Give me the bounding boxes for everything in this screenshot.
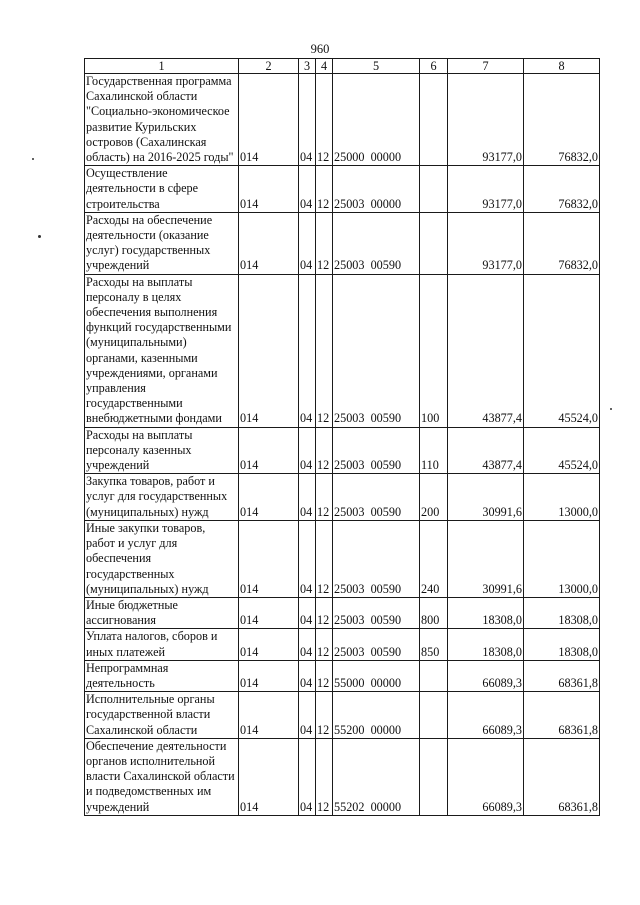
scan-speck — [32, 158, 34, 160]
row-sum-2: 76832,0 — [524, 74, 600, 166]
row-vr: 240 — [420, 520, 448, 597]
scan-speck — [610, 408, 612, 410]
row-pr: 12 — [316, 597, 333, 628]
row-name: Исполнительные органы государственной власти Сахалинской области — [85, 692, 239, 739]
row-name: Расходы на обеспечение деятельности (оказание услуг) государственных учреждений — [85, 212, 239, 274]
row-sum-1: 30991,6 — [448, 474, 524, 521]
row-csr: 25003 00590 — [333, 597, 420, 628]
row-sum-2: 45524,0 — [524, 427, 600, 474]
row-sum-1: 18308,0 — [448, 597, 524, 628]
row-pr: 12 — [316, 629, 333, 660]
row-vr — [420, 738, 448, 815]
row-vr: 200 — [420, 474, 448, 521]
row-pr: 12 — [316, 427, 333, 474]
header-cell-2: 2 — [239, 59, 299, 74]
row-ved: 014 — [239, 166, 299, 213]
row-ved: 014 — [239, 520, 299, 597]
row-sum-1: 66089,3 — [448, 660, 524, 691]
row-vr: 800 — [420, 597, 448, 628]
table-row — [85, 427, 600, 474]
row-name: Иные закупки товаров, работ и услуг для обеспечения государственных (муниципальных) нужд — [85, 520, 239, 597]
row-sum-2: 68361,8 — [524, 692, 600, 739]
row-pr: 12 — [316, 660, 333, 691]
row-ved: 014 — [239, 597, 299, 628]
row-vr: 110 — [420, 427, 448, 474]
row-sum-1: 93177,0 — [448, 166, 524, 213]
row-csr: 25003 00000 — [333, 166, 420, 213]
row-ved: 014 — [239, 629, 299, 660]
row-pr: 12 — [316, 212, 333, 274]
table-row — [85, 166, 600, 213]
budget-table — [84, 58, 600, 816]
row-csr: 25003 00590 — [333, 474, 420, 521]
row-name: Расходы на выплаты персоналу казенных учреждений — [85, 427, 239, 474]
row-rz: 04 — [299, 474, 316, 521]
row-csr: 25003 00590 — [333, 520, 420, 597]
row-ved: 014 — [239, 427, 299, 474]
table-row — [85, 474, 600, 521]
row-vr — [420, 166, 448, 213]
row-csr: 55000 00000 — [333, 660, 420, 691]
row-sum-1: 66089,3 — [448, 738, 524, 815]
row-csr: 55202 00000 — [333, 738, 420, 815]
row-vr: 850 — [420, 629, 448, 660]
table-row — [85, 212, 600, 274]
row-pr: 12 — [316, 166, 333, 213]
header-cell-3: 3 — [299, 59, 316, 74]
row-name: Уплата налогов, сборов и иных платежей — [85, 629, 239, 660]
row-csr: 25003 00590 — [333, 427, 420, 474]
table-row — [85, 597, 600, 628]
table-row — [85, 692, 600, 739]
header-cell-5: 5 — [333, 59, 420, 74]
row-vr — [420, 74, 448, 166]
row-sum-2: 45524,0 — [524, 274, 600, 427]
row-ved: 014 — [239, 212, 299, 274]
row-sum-2: 68361,8 — [524, 738, 600, 815]
row-pr: 12 — [316, 474, 333, 521]
row-pr: 12 — [316, 74, 333, 166]
row-sum-1: 93177,0 — [448, 74, 524, 166]
row-ved: 014 — [239, 692, 299, 739]
row-sum-2: 13000,0 — [524, 474, 600, 521]
row-sum-1: 18308,0 — [448, 629, 524, 660]
row-csr: 55200 00000 — [333, 692, 420, 739]
row-sum-1: 30991,6 — [448, 520, 524, 597]
row-rz: 04 — [299, 692, 316, 739]
row-ved: 014 — [239, 474, 299, 521]
row-name: Государственная программа Сахалинской области "Социально-экономическое развитие Курильских островов (Сахалинская область) на 2016-2025 годы" — [85, 74, 239, 166]
row-pr: 12 — [316, 274, 333, 427]
header-cell-7: 7 — [448, 59, 524, 74]
row-pr: 12 — [316, 738, 333, 815]
row-rz: 04 — [299, 738, 316, 815]
row-rz: 04 — [299, 212, 316, 274]
row-sum-1: 93177,0 — [448, 212, 524, 274]
scan-speck — [38, 235, 41, 238]
row-rz: 04 — [299, 520, 316, 597]
row-sum-2: 18308,0 — [524, 629, 600, 660]
row-csr: 25003 00590 — [333, 212, 420, 274]
row-sum-1: 66089,3 — [448, 692, 524, 739]
row-ved: 014 — [239, 274, 299, 427]
row-csr: 25003 00590 — [333, 629, 420, 660]
row-name: Расходы на выплаты персоналу в целях обеспечения выполнения функций государственными (муниципальными) органами, казенными учреждениями, органами управления государственными внебюджетными фондами — [85, 274, 239, 427]
row-vr — [420, 660, 448, 691]
row-sum-2: 13000,0 — [524, 520, 600, 597]
page-number: 960 — [310, 42, 330, 56]
row-name: Обеспечение деятельности органов исполнительной власти Сахалинской области и подведомственных им учреждений — [85, 738, 239, 815]
table-row — [85, 274, 600, 427]
row-sum-2: 76832,0 — [524, 212, 600, 274]
row-pr: 12 — [316, 520, 333, 597]
table-row — [85, 660, 600, 691]
row-sum-2: 68361,8 — [524, 660, 600, 691]
row-rz: 04 — [299, 597, 316, 628]
row-rz: 04 — [299, 166, 316, 213]
row-sum-1: 43877,4 — [448, 274, 524, 427]
row-name: Осуществление деятельности в сфере строительства — [85, 166, 239, 213]
header-cell-6: 6 — [420, 59, 448, 74]
row-vr — [420, 692, 448, 739]
table-row — [85, 74, 600, 166]
row-sum-2: 76832,0 — [524, 166, 600, 213]
table-row — [85, 738, 600, 815]
row-rz: 04 — [299, 274, 316, 427]
header-cell-1: 1 — [85, 59, 239, 74]
row-name: Непрограммная деятельность — [85, 660, 239, 691]
row-name: Закупка товаров, работ и услуг для государственных (муниципальных) нужд — [85, 474, 239, 521]
row-sum-1: 43877,4 — [448, 427, 524, 474]
row-ved: 014 — [239, 660, 299, 691]
row-ved: 014 — [239, 738, 299, 815]
table-row — [85, 629, 600, 660]
header-cell-4: 4 — [316, 59, 333, 74]
header-row — [85, 59, 600, 74]
row-rz: 04 — [299, 660, 316, 691]
row-csr: 25000 00000 — [333, 74, 420, 166]
row-ved: 014 — [239, 74, 299, 166]
row-rz: 04 — [299, 629, 316, 660]
row-sum-2: 18308,0 — [524, 597, 600, 628]
row-vr — [420, 212, 448, 274]
row-rz: 04 — [299, 427, 316, 474]
row-name: Иные бюджетные ассигнования — [85, 597, 239, 628]
row-csr: 25003 00590 — [333, 274, 420, 427]
row-pr: 12 — [316, 692, 333, 739]
row-vr: 100 — [420, 274, 448, 427]
header-cell-8: 8 — [524, 59, 600, 74]
row-rz: 04 — [299, 74, 316, 166]
table-row — [85, 520, 600, 597]
